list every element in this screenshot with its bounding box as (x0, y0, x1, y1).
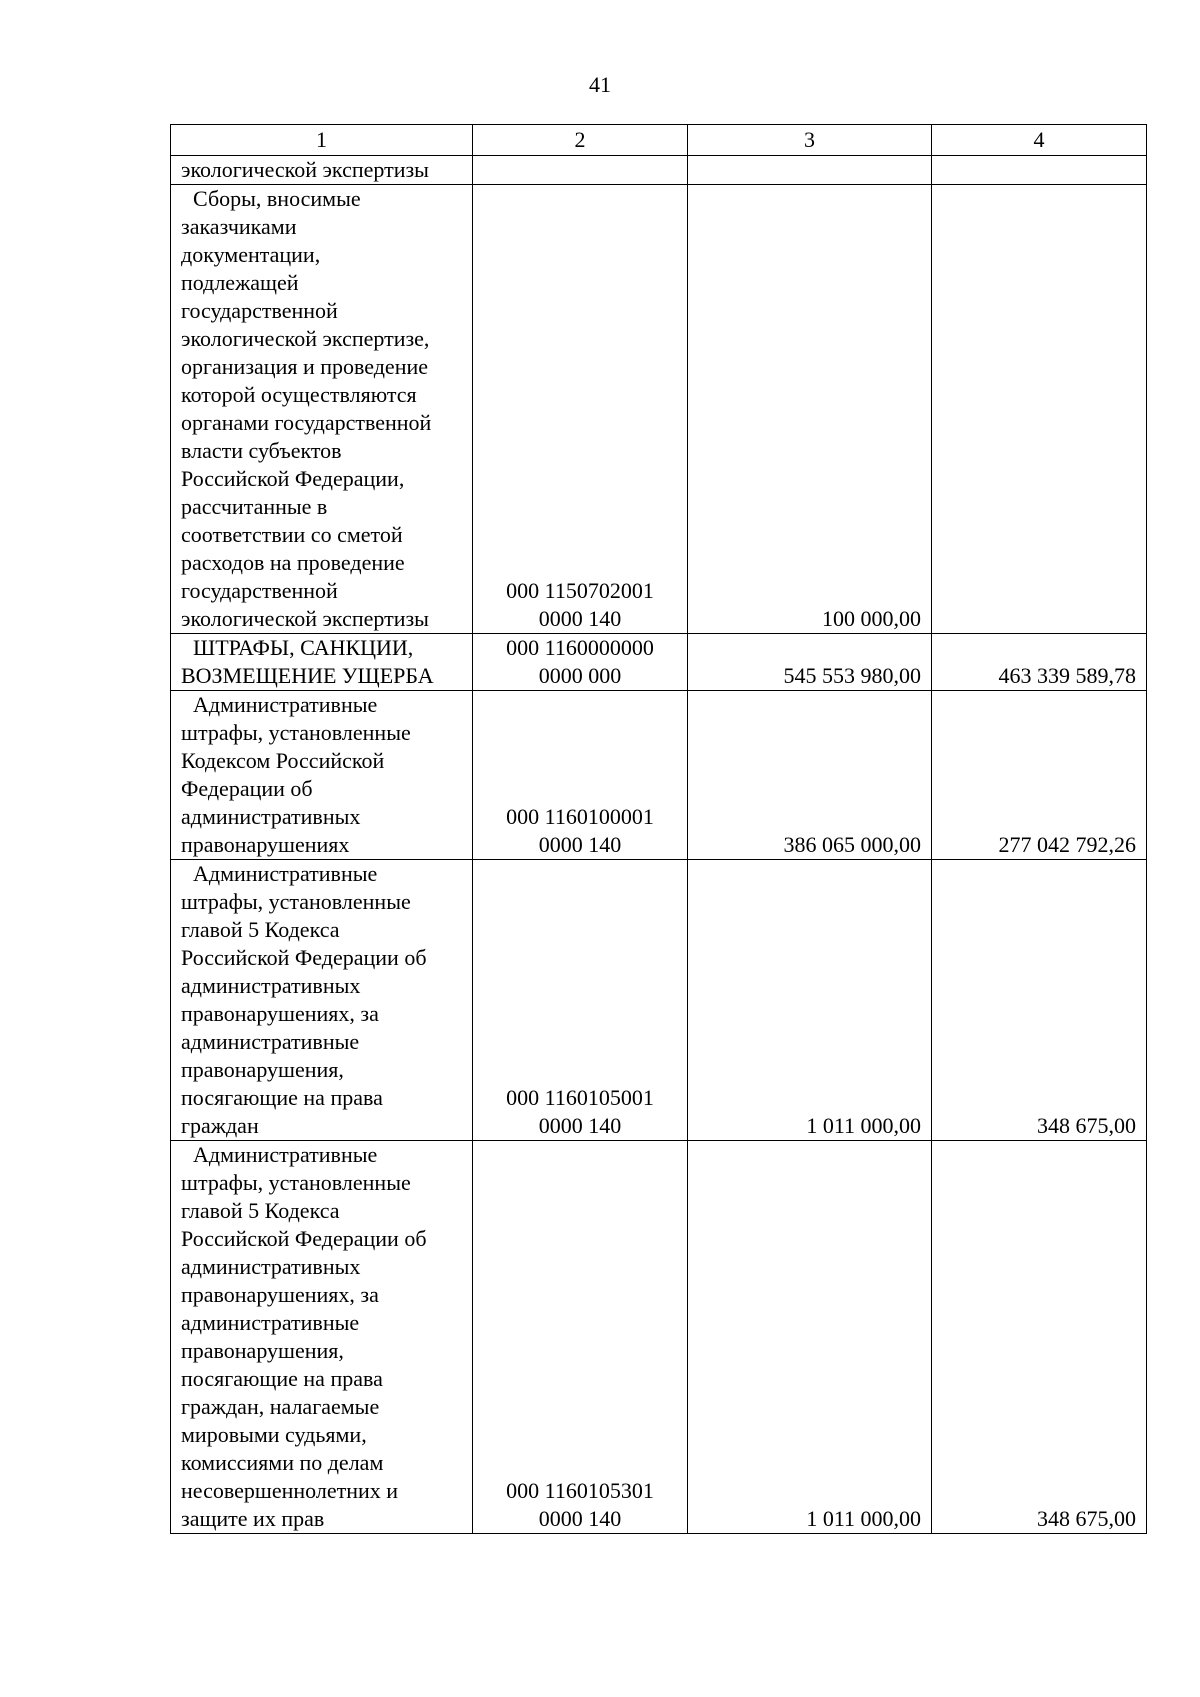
planned-amount-cell: 1 011 000,00 (688, 860, 932, 1141)
budget-code-cell: 000 1160000000 0000 000 (473, 634, 688, 691)
planned-amount-cell: 545 553 980,00 (688, 634, 932, 691)
budget-revenue-table (170, 124, 1147, 1534)
revenue-name-cell: Административные штрафы, установленные главой 5 Кодекса Российской Федерации об административных правонарушениях, за административные правонарушения, посягающие на права граждан, налагаемые мировыми судьями, комиссиями по делам несовершеннолетних и защите их прав (171, 1141, 473, 1534)
revenue-name-cell: экологической экспертизы (171, 156, 473, 185)
revenue-name-cell: ШТРАФЫ, САНКЦИИ, ВОЗМЕЩЕНИЕ УЩЕРБА (171, 634, 473, 691)
actual-amount-cell (932, 185, 1147, 634)
budget-code-cell: 000 1160105301 0000 140 (473, 1141, 688, 1534)
budget-code-cell: 000 1160105001 0000 140 (473, 860, 688, 1141)
budget-code-cell: 000 1150702001 0000 140 (473, 185, 688, 634)
column-number-1: 1 (171, 125, 473, 156)
table-row (171, 634, 1147, 691)
revenue-name-cell: Сборы, вносимые заказчиками документации, подлежащей государственной экологической экспертизе, организация и проведение которой осуществляются органами государственной власти субъектов Российской Федерации, рассчитанные в соответствии со сметой расходов на проведение государственной экологической экспертизы (171, 185, 473, 634)
planned-amount-cell: 386 065 000,00 (688, 691, 932, 860)
column-number-3: 3 (688, 125, 932, 156)
table-row (171, 156, 1147, 185)
actual-amount-cell (932, 156, 1147, 185)
revenue-name-cell: Административные штрафы, установленные главой 5 Кодекса Российской Федерации об административных правонарушениях, за административные правонарушения, посягающие на права граждан (171, 860, 473, 1141)
revenue-name-cell: Административные штрафы, установленные Кодексом Российской Федерации об административных правонарушениях (171, 691, 473, 860)
planned-amount-cell: 100 000,00 (688, 185, 932, 634)
page-number: 41 (589, 72, 611, 97)
actual-amount-cell: 277 042 792,26 (932, 691, 1147, 860)
budget-code-cell: 000 1160100001 0000 140 (473, 691, 688, 860)
table-row (171, 860, 1147, 1141)
planned-amount-cell: 1 011 000,00 (688, 1141, 932, 1534)
column-number-4: 4 (932, 125, 1147, 156)
table-row (171, 185, 1147, 634)
table-row (171, 691, 1147, 860)
table-row (171, 1141, 1147, 1534)
actual-amount-cell: 348 675,00 (932, 860, 1147, 1141)
planned-amount-cell (688, 156, 932, 185)
table-header-row (171, 125, 1147, 156)
budget-code-cell (473, 156, 688, 185)
column-number-2: 2 (473, 125, 688, 156)
actual-amount-cell: 463 339 589,78 (932, 634, 1147, 691)
actual-amount-cell: 348 675,00 (932, 1141, 1147, 1534)
